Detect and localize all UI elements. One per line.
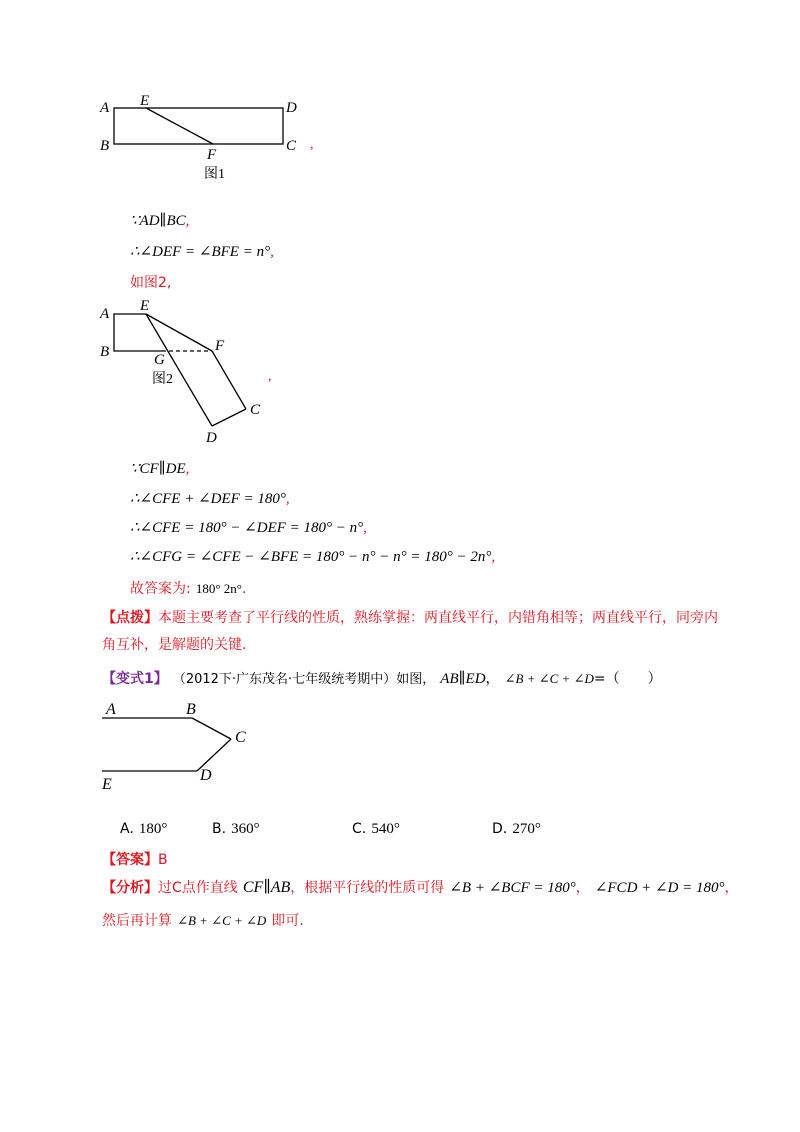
option-d[interactable]: D. 270° — [492, 821, 541, 837]
proof2-line1: ∵CF∥DE, — [130, 461, 190, 477]
label-a: A — [100, 306, 110, 322]
proof2-answer: 故答案为: 180° 2n°. — [130, 581, 247, 597]
option-b[interactable]: B. 360° — [212, 821, 260, 837]
label-e: E — [102, 776, 112, 793]
label-b: B — [186, 701, 196, 718]
figure-1 — [96, 92, 336, 187]
figure-2-caption: 图2 — [152, 372, 173, 387]
label-d: D — [286, 100, 297, 116]
proof2-line2: ∴∠CFE + ∠DEF = 180°, — [130, 491, 290, 507]
label-f: F — [207, 147, 217, 163]
option-a[interactable]: A. 180° — [120, 821, 168, 837]
variant-expression: ∠B + ∠C + ∠D — [504, 671, 594, 686]
figure-3 — [96, 696, 296, 796]
figure-3-diagram — [96, 696, 296, 796]
proof2-line3: ∴∠CFE = 180° − ∠DEF = 180° − n°, — [130, 520, 367, 536]
label-d: D — [200, 767, 212, 784]
segment-de — [146, 314, 212, 426]
variant-tail: =（ ） — [593, 671, 662, 687]
tip-tag: 【点拨】 — [102, 610, 158, 626]
figure-1-caption: 图1 — [204, 167, 225, 182]
figure-2 — [96, 294, 296, 449]
segment-ef — [146, 314, 212, 351]
label-e: E — [140, 298, 150, 314]
answer-line — [102, 849, 168, 869]
figure-2-trail: , — [268, 369, 272, 384]
variant-tag: 【变式1】 — [102, 671, 168, 687]
variant-condition: AB∥ED — [440, 671, 486, 687]
label-b: B — [100, 344, 110, 360]
option-c[interactable]: C. 540° — [352, 821, 400, 837]
rectangle-abcd — [114, 108, 283, 144]
figure-1-trail: , — [310, 137, 314, 152]
variant-source: （2012下·广东茂名·七年级统考期中）如图， — [172, 672, 436, 687]
segment-ef — [146, 108, 213, 144]
label-a: A — [100, 100, 110, 116]
proof1-line3: 如图2, — [130, 275, 172, 291]
label-g: G — [154, 352, 165, 368]
variant-question: 【变式1】 （2012下·广东茂名·七年级统考期中）如图， AB∥ED， ∠B + ∠C + ∠D=（ ） — [102, 671, 662, 687]
figure-2-diagram — [96, 294, 296, 449]
label-a: A — [106, 701, 116, 718]
label-c: C — [235, 729, 246, 746]
proof1-line1: ∵AD∥BC, — [130, 213, 190, 229]
tip-text: 本题主要考查了平行线的性质，熟练掌握：两直线平行，内错角相等；两直线平行，同旁内角互补，是解题的关键. — [102, 610, 718, 653]
label-c: C — [250, 402, 261, 418]
segment-cd — [212, 409, 246, 426]
segment-bc — [192, 718, 231, 739]
segment-fc — [212, 351, 246, 409]
answer-value: B — [158, 852, 168, 868]
label-f: F — [215, 338, 225, 354]
label-b: B — [100, 138, 110, 154]
label-d: D — [206, 430, 217, 446]
figure-1-diagram — [96, 92, 336, 187]
label-e: E — [140, 93, 150, 109]
analysis-line1: 【分析】过C点作直线 CF∥AB，根据平行线的性质可得 ∠B + ∠BCF = 180°， ∠FCD + ∠D = 180°， — [102, 879, 739, 896]
tip-paragraph — [102, 605, 722, 659]
analysis-line2: 然后再计算 ∠B + ∠C + ∠D 即可. — [102, 913, 304, 929]
proof1-line2: ∴∠DEF = ∠BFE = n°, — [130, 244, 274, 260]
proof2-line4: ∴∠CFG = ∠CFE − ∠BFE = 180° − n° − n° = 180° − 2n°, — [130, 549, 496, 565]
label-c: C — [286, 138, 297, 154]
answer-tag: 【答案】 — [102, 852, 158, 868]
analysis-tag: 【分析】 — [102, 880, 158, 896]
